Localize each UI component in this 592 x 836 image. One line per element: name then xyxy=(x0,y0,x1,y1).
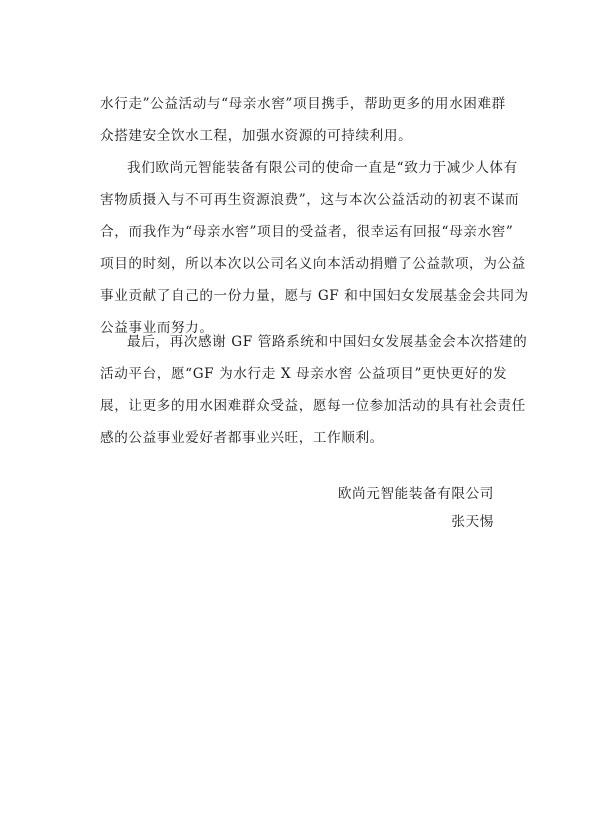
signature-name: 张天惕 xyxy=(451,514,494,530)
paragraph-line: 事业贡献了自己的一份力量，愿与 GF 和中国妇女发展基金会共同为 xyxy=(100,288,529,304)
paragraph-line: 公益事业而努力。 xyxy=(100,320,214,336)
paragraph-line: 最后，再次感谢 GF 管路系统和中国妇女发展基金会本次搭建的 xyxy=(127,334,528,350)
paragraph-line: 众搭建安全饮水工程，加强水资源的可持续利用。 xyxy=(100,128,413,144)
paragraph-line: 合，而我作为“母亲水窖”项目的受益者，很幸运有回报“母亲水窖” xyxy=(100,224,514,240)
paragraph-line: 害物质摄入与不可再生资源浪费”，这与本次公益活动的初衷不谋而 xyxy=(100,192,520,208)
signature-company: 欧尚元智能装备有限公司 xyxy=(337,486,494,502)
paragraph-2 xyxy=(100,152,529,344)
paragraph-line: 活动平台，愿“GF 为水行走 X 母亲水窖 公益项目”更快更好的发 xyxy=(100,366,508,382)
paragraph-3 xyxy=(100,326,528,454)
paragraph-line: 水行走”公益活动与“母亲水窖”项目携手，帮助更多的用水困难群 xyxy=(100,96,506,112)
paragraph-line: 项目的时刻，所以本次以公司名义向本活动捐赠了公益款项，为公益 xyxy=(100,256,526,272)
paragraph-line: 我们欧尚元智能装备有限公司的使命一直是“致力于减少人体有 xyxy=(127,160,518,176)
paragraph-line: 展，让更多的用水困难群众受益，愿每一位参加活动的具有社会责任 xyxy=(100,398,526,414)
paragraph-line: 感的公益事业爱好者都事业兴旺，工作顺利。 xyxy=(100,430,384,446)
paragraph-1 xyxy=(100,88,510,152)
